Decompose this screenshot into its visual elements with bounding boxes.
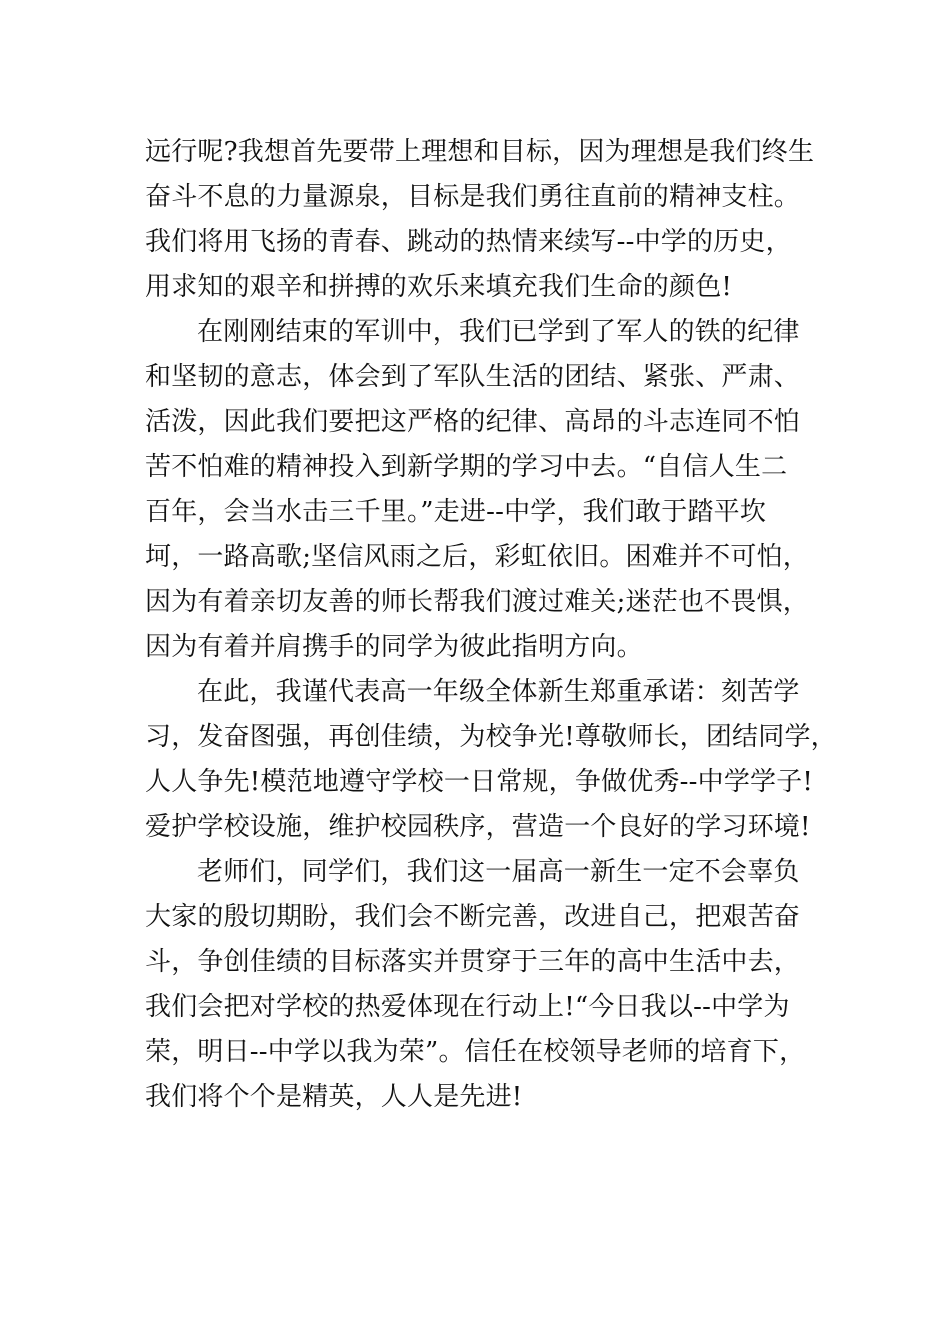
- text-line: 爱护学校设施，维护校园秩序，营造一个良好的学习环境!: [145, 812, 811, 842]
- text-line: 用求知的艰辛和拼搏的欢乐来填充我们生命的颜色!: [145, 272, 733, 302]
- text-line: 我们会把对学校的热爱体现在行动上!“今日我以--中学为: [145, 992, 790, 1022]
- text-line: 奋斗不息的力量源泉，目标是我们勇往直前的精神支柱。: [145, 182, 801, 212]
- text-line: 远行呢?我想首先要带上理想和目标，因为理想是我们终生: [145, 137, 815, 167]
- text-line: 我们将用飞扬的青春、跳动的热情来续写--中学的历史，: [145, 227, 792, 257]
- text-line: 百年，会当水击三千里。”走进--中学，我们敢于踏平坎: [145, 497, 767, 527]
- paragraph-first-line: 在刚刚结束的军训中，我们已学到了军人的铁的纪律: [197, 317, 800, 347]
- text-line: 荣，明日--中学以我为荣”。信任在校领导老师的培育下，: [145, 1037, 806, 1067]
- text-line: 斗，争创佳绩的目标落实并贯穿于三年的高中生活中去，: [145, 947, 801, 977]
- text-line: 和坚韧的意志，体会到了军队生活的团结、紧张、严肃、: [145, 362, 801, 392]
- paragraph-first-line: 在此，我谨代表高一年级全体新生郑重承诺：刻苦学: [197, 677, 800, 707]
- text-line: 因为有着亲切友善的师长帮我们渡过难关;迷茫也不畏惧，: [145, 587, 809, 617]
- text-line: 因为有着并肩携手的同学为彼此指明方向。: [145, 632, 643, 662]
- text-line: 大家的殷切期盼，我们会不断完善，改进自己，把艰苦奋: [145, 902, 801, 932]
- text-line: 苦不怕难的精神投入到新学期的学习中去。“自信人生二: [145, 452, 788, 482]
- text-line: 坷，一路高歌;坚信风雨之后，彩虹依旧。困难并不可怕，: [145, 542, 809, 572]
- body-text: [145, 130, 837, 1120]
- text-line: 活泼，因此我们要把这严格的纪律、高昂的斗志连同不怕: [145, 407, 801, 437]
- text-line: 我们将个个是精英，人人是先进!: [145, 1082, 523, 1112]
- paragraph-first-line: 老师们，同学们，我们这一届高一新生一定不会辜负: [197, 857, 800, 887]
- text-line: 人人争先!模范地遵守学校一日常规，争做优秀--中学学子!: [145, 767, 814, 797]
- text-line: 习，发奋图强，再创佳绩，为校争光!尊敬师长，团结同学，: [145, 722, 837, 752]
